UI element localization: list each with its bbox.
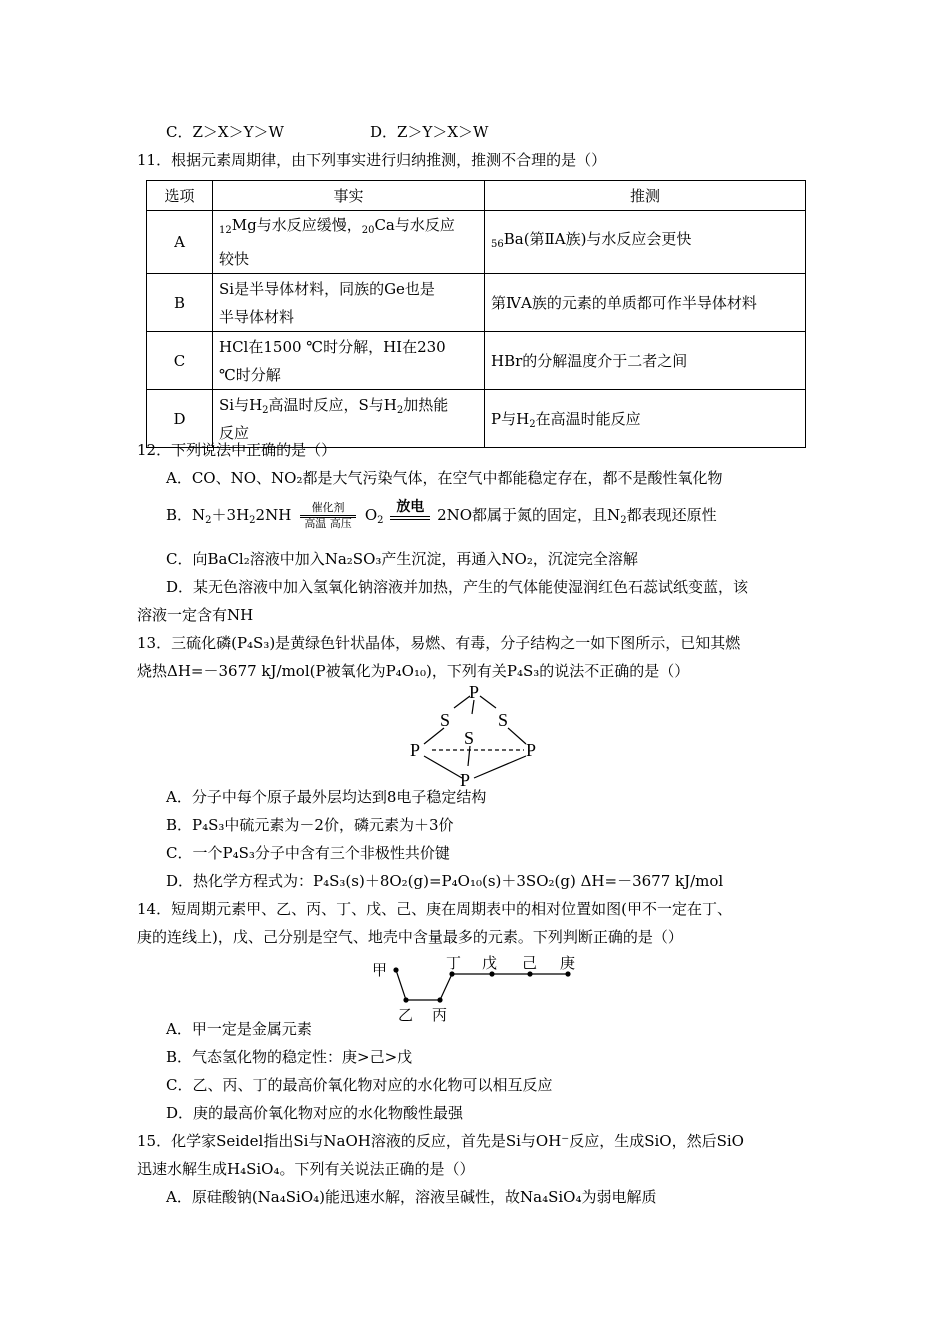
row-fact: $_{12}$Mg与水反应缓慢，$_{20}$Ca与水反应 较快 [213,211,485,274]
atom-p-left: P [410,740,421,760]
table-row [147,332,806,390]
atom-s-right: S [498,710,509,730]
catalyst-arrow: 催化剂 高温 高压 [296,505,360,527]
element-wu: 戊 [482,956,498,972]
p4s3-structure-diagram [402,682,552,792]
q15-option-a: A．原硅酸钠(Na₄SiO₄)能迅速水解，溶液呈碱性，故Na₄SiO₄为弱电解质 [166,1188,657,1206]
periodic-position-diagram [368,952,583,1026]
row-guess: $_{56}$Ba(第ⅡA族)与水反应会更快 [485,211,806,274]
atom-p-bottom: P [460,770,471,790]
header-fact: 事实 [213,181,485,211]
atom-p-right: P [526,740,537,760]
q13-option-b: B．P₄S₃中硫元素为－2价，磷元素为＋3价 [166,816,454,834]
q14-option-c: C．乙、丙、丁的最高价氧化物对应的水化物可以相互反应 [166,1076,553,1094]
element-jia: 甲 [372,963,388,979]
q14-stem-line2: 庚的连线上)，戊、己分别是空气、地壳中含量最多的元素。下列判断正确的是（） [137,928,683,946]
row-fact: HCl在1500 ℃时分解，HI在230 ℃时分解 [213,332,485,390]
q10-option-c: C．Z＞X＞Y＞W [166,123,284,141]
element-geng: 庚 [560,956,576,972]
row-option: A [147,211,213,274]
element-yi: 乙 [398,1008,414,1024]
q14-stem-line1: 14．短周期元素甲、乙、丙、丁、戊、己、庚在周期表中的相对位置如图(甲不一定在丁、 [137,900,732,918]
row-fact: Si是半导体材料，同族的Ge也是 半导体材料 [213,274,485,332]
row-option: D [147,390,213,448]
q12-option-b: B．$N_2+3H_22NH$ 催化剂 高温 高压 $O_2$ 放电 2NO都属于氮的固定，且$N_2$都表现还原性 [166,499,717,530]
q13-option-c: C．一个P₄S₃分子中含有三个非极性共价键 [166,844,450,862]
q14-option-a: A．甲一定是金属元素 [166,1020,312,1038]
q13-stem-line1: 13．三硫化磷(P₄S₃)是黄绿色针状晶体，易燃、有毒，分子结构之一如下图所示，已知其燃 [137,634,741,652]
header-guess: 推测 [485,181,806,211]
header-option: 选项 [147,181,213,211]
q11-stem: 11．根据元素周期律，由下列事实进行归纳推测，推测不合理的是（） [137,151,607,169]
q12-stem: 12．下列说法中正确的是（） [137,441,337,459]
q14-option-d: D．庚的最高价氧化物对应的水化物酸性最强 [166,1104,464,1122]
q10-option-d: D．Z＞Y＞X＞W [370,123,489,141]
q12-option-d-line1: D．某无色溶液中加入氢氧化钠溶液并加热，产生的气体能使湿润红色石蕊试纸变蓝，该 [166,578,749,596]
table-row [147,274,806,332]
element-ding: 丁 [446,956,462,972]
atom-s-middle: S [464,728,475,748]
element-bing: 丙 [432,1008,448,1024]
q13-option-d: D．热化学方程式为：P₄S₃(s)＋8O₂(g)=P₄O₁₀(s)＋3SO₂(g) ΔH=－3677 kJ/mol [166,872,724,890]
row-guess: HBr的分解温度介于二者之间 [485,332,806,390]
q12-option-d-line2: 溶液一定含有NH [137,606,254,624]
q15-stem-line1: 15．化学家Seidel指出Si与NaOH溶液的反应，首先是Si与OH⁻反应，生成SiO，然后SiO [137,1132,744,1150]
row-guess: 第ⅣA族的元素的单质都可作半导体材料 [485,274,806,332]
table-header-row [147,181,806,211]
q13-stem-line2: 烧热ΔH=－3677 kJ/mol(P被氧化为P₄O₁₀)，下列有关P₄S₃的说法不正确的是（） [137,662,690,680]
row-fact: Si与$H_2$高温时反应，S与$H_2$加热能 反应 [213,390,485,448]
row-option: C [147,332,213,390]
atom-p-top: P [469,682,480,702]
atom-s-left: S [440,710,451,730]
q12-option-c: C．向BaCl₂溶液中加入Na₂SO₃产生沉淀，再通入NO₂，沉淀完全溶解 [166,550,638,568]
table-row [147,211,806,274]
row-guess: P与$H_2$在高温时能反应 [485,390,806,448]
element-ji: 己 [522,956,538,972]
q15-stem-line2: 迅速水解生成H₄SiO₄。下列有关说法正确的是（） [137,1160,475,1178]
discharge-arrow: 放电 [388,505,432,527]
row-option: B [147,274,213,332]
q12-option-a: A．CO、NO、NO₂都是大气污染气体，在空气中都能稳定存在，都不是酸性氧化物 [166,469,723,487]
q13-option-a: A．分子中每个原子最外层均达到8电子稳定结构 [166,788,487,806]
q11-table [146,180,806,448]
q14-option-b: B．气态氢化物的稳定性：庚>己>戊 [166,1048,413,1066]
